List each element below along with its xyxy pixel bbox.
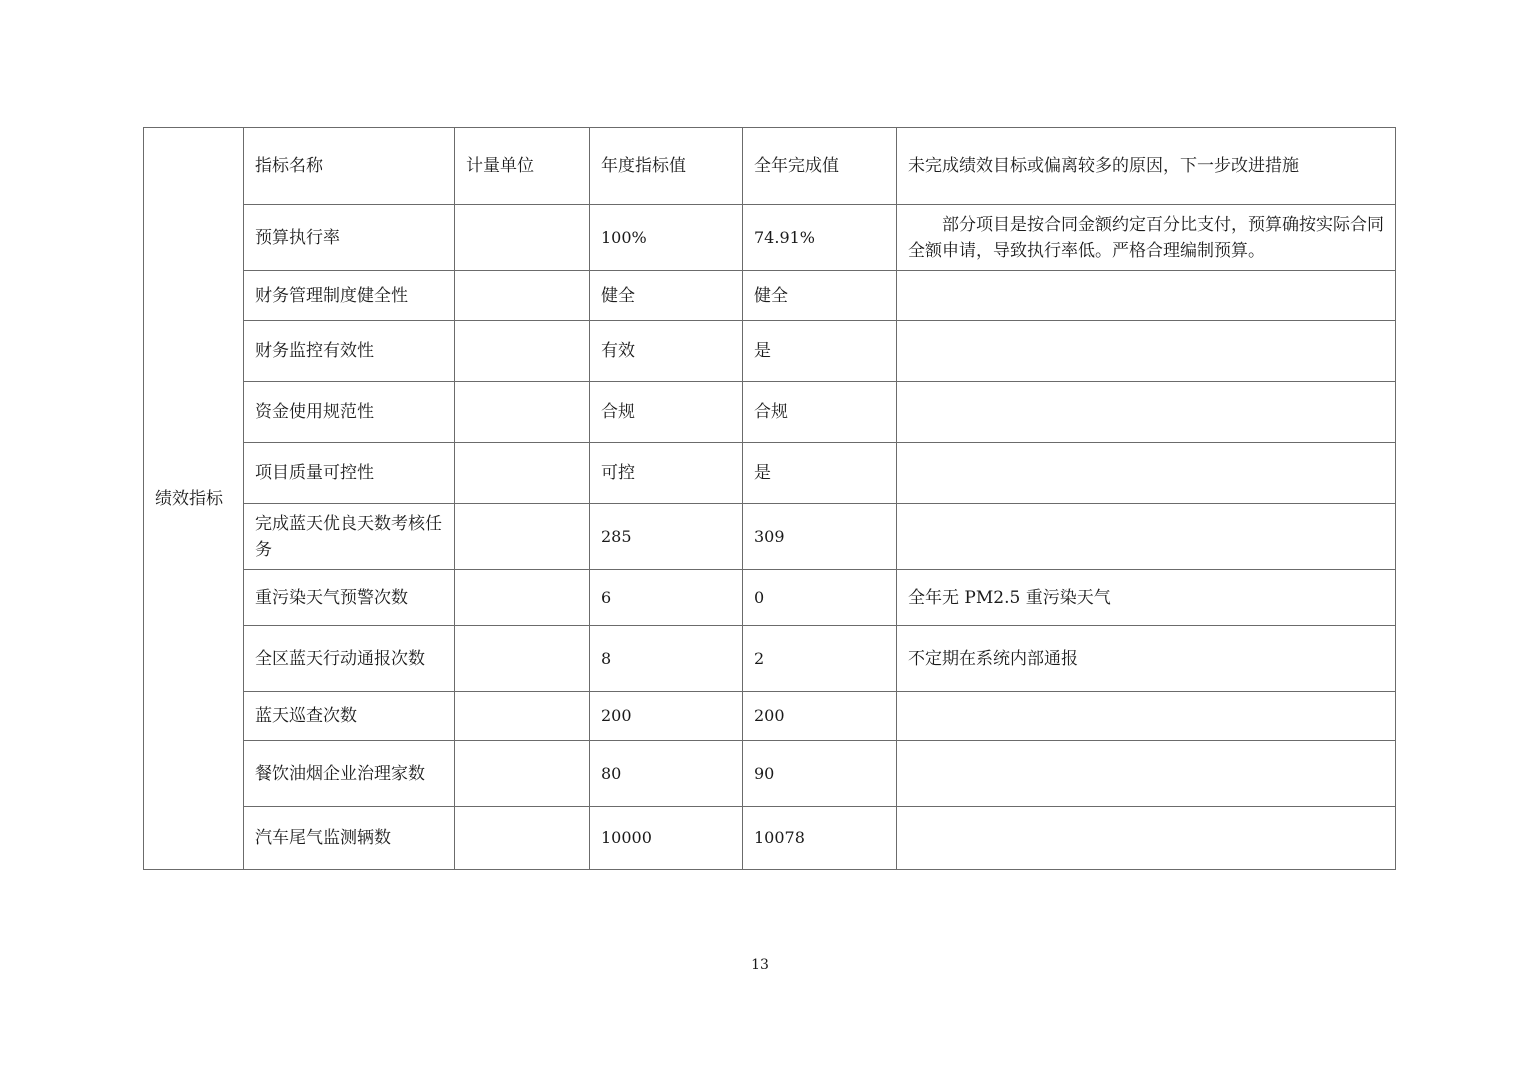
indicator-reason bbox=[897, 382, 1396, 443]
table-row bbox=[144, 570, 1396, 626]
indicator-unit bbox=[455, 504, 590, 570]
table-row bbox=[144, 741, 1396, 807]
indicator-name: 预算执行率 bbox=[244, 205, 455, 271]
header-unit: 计量单位 bbox=[455, 128, 590, 205]
indicator-actual: 健全 bbox=[743, 271, 897, 321]
indicator-reason bbox=[897, 443, 1396, 504]
indicator-reason bbox=[897, 321, 1396, 382]
indicator-reason bbox=[897, 271, 1396, 321]
table-row bbox=[144, 504, 1396, 570]
indicator-target: 6 bbox=[590, 570, 743, 626]
table-row bbox=[144, 271, 1396, 321]
indicator-target: 285 bbox=[590, 504, 743, 570]
header-actual: 全年完成值 bbox=[743, 128, 897, 205]
indicator-actual: 200 bbox=[743, 692, 897, 741]
indicator-name: 重污染天气预警次数 bbox=[244, 570, 455, 626]
indicator-unit bbox=[455, 382, 590, 443]
indicator-actual: 是 bbox=[743, 443, 897, 504]
indicator-unit bbox=[455, 626, 590, 692]
table-row bbox=[144, 443, 1396, 504]
group-label-cell: 绩效指标 bbox=[144, 128, 244, 870]
indicator-name: 财务管理制度健全性 bbox=[244, 271, 455, 321]
table-row bbox=[144, 382, 1396, 443]
indicator-target: 10000 bbox=[590, 807, 743, 870]
indicator-target: 合规 bbox=[590, 382, 743, 443]
indicator-unit bbox=[455, 741, 590, 807]
indicator-unit bbox=[455, 692, 590, 741]
indicator-name: 完成蓝天优良天数考核任务 bbox=[244, 504, 455, 570]
table-row bbox=[144, 807, 1396, 870]
indicator-unit bbox=[455, 807, 590, 870]
indicator-reason: 不定期在系统内部通报 bbox=[897, 626, 1396, 692]
indicator-reason bbox=[897, 741, 1396, 807]
indicator-unit bbox=[455, 205, 590, 271]
indicator-target: 80 bbox=[590, 741, 743, 807]
indicator-actual: 0 bbox=[743, 570, 897, 626]
indicator-actual: 合规 bbox=[743, 382, 897, 443]
performance-indicator-table bbox=[143, 127, 1396, 870]
indicator-reason: 全年无 PM2.5 重污染天气 bbox=[897, 570, 1396, 626]
indicator-name: 全区蓝天行动通报次数 bbox=[244, 626, 455, 692]
indicator-reason bbox=[897, 807, 1396, 870]
indicator-actual: 10078 bbox=[743, 807, 897, 870]
header-row bbox=[144, 128, 1396, 205]
indicator-name: 财务监控有效性 bbox=[244, 321, 455, 382]
indicator-target: 8 bbox=[590, 626, 743, 692]
indicator-unit bbox=[455, 271, 590, 321]
indicator-actual: 90 bbox=[743, 741, 897, 807]
indicator-target: 200 bbox=[590, 692, 743, 741]
indicator-name: 项目质量可控性 bbox=[244, 443, 455, 504]
table-row bbox=[144, 321, 1396, 382]
indicator-target: 100% bbox=[590, 205, 743, 271]
indicator-reason bbox=[897, 692, 1396, 741]
indicator-unit bbox=[455, 570, 590, 626]
indicator-actual: 309 bbox=[743, 504, 897, 570]
indicator-unit bbox=[455, 443, 590, 504]
indicator-name: 蓝天巡查次数 bbox=[244, 692, 455, 741]
indicator-target: 有效 bbox=[590, 321, 743, 382]
indicator-name: 资金使用规范性 bbox=[244, 382, 455, 443]
indicator-actual: 是 bbox=[743, 321, 897, 382]
indicator-actual: 74.91% bbox=[743, 205, 897, 271]
table-row bbox=[144, 626, 1396, 692]
indicator-unit bbox=[455, 321, 590, 382]
indicator-target: 可控 bbox=[590, 443, 743, 504]
table-row bbox=[144, 205, 1396, 271]
indicator-target: 健全 bbox=[590, 271, 743, 321]
table-row bbox=[144, 692, 1396, 741]
header-reason: 未完成绩效目标或偏离较多的原因，下一步改进措施 bbox=[897, 128, 1396, 205]
page-number: 13 bbox=[751, 957, 769, 973]
indicator-actual: 2 bbox=[743, 626, 897, 692]
header-target: 年度指标值 bbox=[590, 128, 743, 205]
header-name: 指标名称 bbox=[244, 128, 455, 205]
indicator-name: 汽车尾气监测辆数 bbox=[244, 807, 455, 870]
indicator-reason bbox=[897, 504, 1396, 570]
indicator-name: 餐饮油烟企业治理家数 bbox=[244, 741, 455, 807]
indicator-reason: 部分项目是按合同金额约定百分比支付，预算确按实际合同全额申请，导致执行率低。严格合理编制预算。 bbox=[897, 205, 1396, 271]
